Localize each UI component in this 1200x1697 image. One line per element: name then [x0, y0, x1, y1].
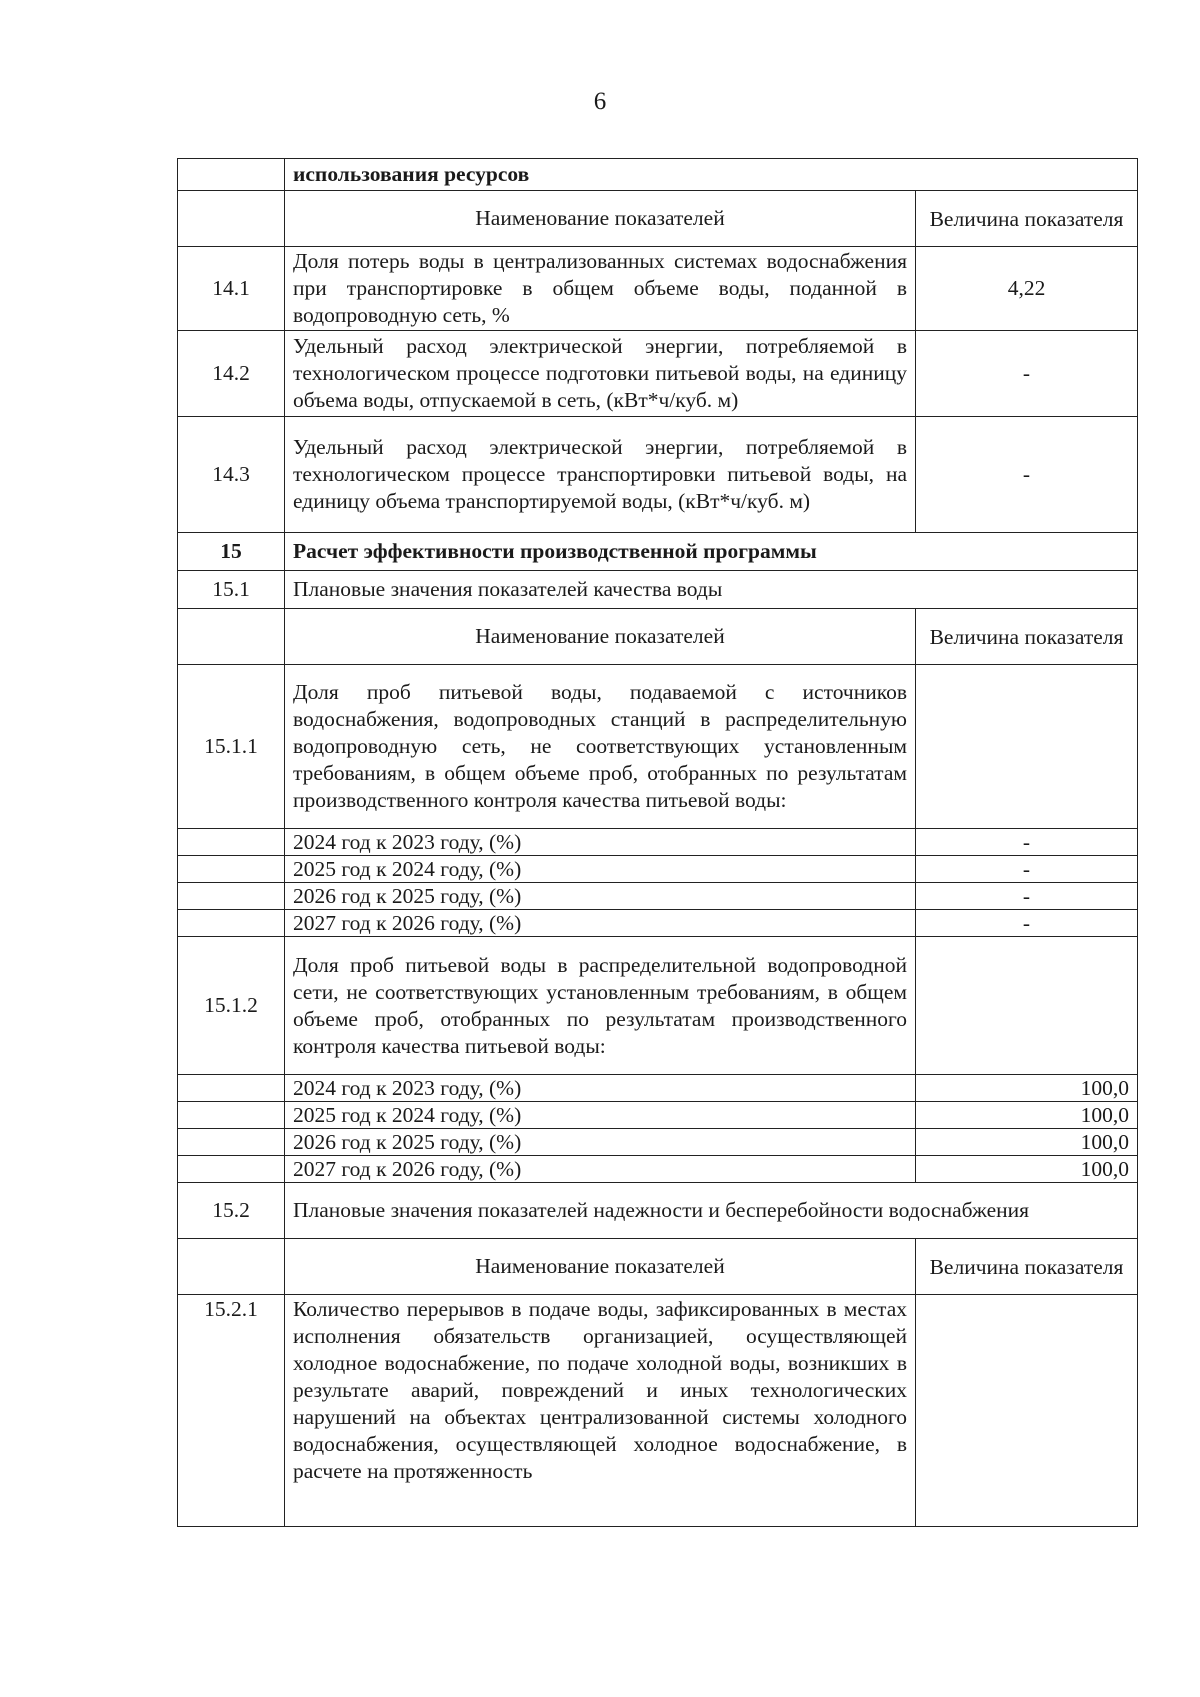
- header-name: Наименование показателей: [285, 191, 916, 247]
- row-text: Доля потерь воды в централизованных системах водоснабжения при транспортировке в общем объеме воды, поданной в водопроводную сеть, %: [285, 247, 916, 331]
- indicators-table: [177, 158, 1138, 1527]
- header-value: Величина показателя: [916, 609, 1138, 665]
- year-row: [178, 829, 1138, 856]
- row-14-2: [178, 331, 1138, 417]
- year-value: 100,0: [916, 1156, 1138, 1183]
- year-label: 2026 год к 2025 году, (%): [285, 883, 916, 910]
- year-value: 100,0: [916, 1129, 1138, 1156]
- header-name: Наименование показателей: [285, 609, 916, 665]
- row-number: 14.1: [178, 247, 285, 331]
- header-value: Величина показателя: [916, 1239, 1138, 1295]
- empty-cell: [178, 1075, 285, 1102]
- row-number: 15.1.1: [178, 665, 285, 829]
- row-value: -: [916, 331, 1138, 417]
- row-value: 4,22: [916, 247, 1138, 331]
- row-number: 15.2.1: [178, 1295, 285, 1527]
- continuation-title: использования ресурсов: [285, 159, 1138, 191]
- header-value: Величина показателя: [916, 191, 1138, 247]
- empty-cell: [178, 883, 285, 910]
- section-number: 15: [178, 533, 285, 571]
- year-label: 2027 год к 2026 году, (%): [285, 1156, 916, 1183]
- row-text: Доля проб питьевой воды, подаваемой с источников водоснабжения, водопроводных станций в распределительную водопроводную сеть, не соответствующих установленным требованиям, в общем объеме проб, отобранных по результатам производственного контроля качества питьевой воды:: [285, 665, 916, 829]
- continuation-title-row: [178, 159, 1138, 191]
- empty-cell: [178, 829, 285, 856]
- empty-cell: [178, 910, 285, 937]
- section-title: Плановые значения показателей надежности и бесперебойности водоснабжения: [285, 1183, 1138, 1239]
- empty-cell: [178, 191, 285, 247]
- header-name: Наименование показателей: [285, 1239, 916, 1295]
- year-label: 2027 год к 2026 году, (%): [285, 910, 916, 937]
- section-15-2-row: [178, 1183, 1138, 1239]
- row-text: Количество перерывов в подаче воды, зафиксированных в местах исполнения обязательств организацией, осуществляющей холодное водоснабжение, по подаче холодной воды, возникших в результате аварий, повреждений и иных технологических нарушений на объектах централизованной системы холодного водоснабжения, осуществляющей холодное водоснабжение, в расчете на протяженность: [285, 1295, 916, 1527]
- year-label: 2025 год к 2024 году, (%): [285, 856, 916, 883]
- year-row: [178, 910, 1138, 937]
- header-row: [178, 609, 1138, 665]
- year-row: [178, 883, 1138, 910]
- empty-cell: [178, 856, 285, 883]
- row-text: Доля проб питьевой воды в распределительной водопроводной сети, не соответствующих установленным требованиям, в общем объеме проб, отобранных по результатам производственного контроля качества питьевой воды:: [285, 937, 916, 1075]
- section-number: 15.2: [178, 1183, 285, 1239]
- row-15-1-1: [178, 665, 1138, 829]
- empty-cell: [178, 159, 285, 191]
- year-value: 100,0: [916, 1075, 1138, 1102]
- year-value: 100,0: [916, 1102, 1138, 1129]
- section-15-row: [178, 533, 1138, 571]
- empty-cell: [178, 1129, 285, 1156]
- row-14-1: [178, 247, 1138, 331]
- year-value: -: [916, 883, 1138, 910]
- row-15-2-1: [178, 1295, 1138, 1527]
- row-value: [916, 665, 1138, 829]
- row-text: Удельный расход электрической энергии, потребляемой в технологическом процессе подготовки питьевой воды, на единицу объема воды, отпускаемой в сеть, (кВт*ч/куб. м): [285, 331, 916, 417]
- row-number: 15.1.2: [178, 937, 285, 1075]
- year-label: 2024 год к 2023 году, (%): [285, 1075, 916, 1102]
- row-value: [916, 937, 1138, 1075]
- year-row: [178, 856, 1138, 883]
- empty-cell: [178, 609, 285, 665]
- section-title: Плановые значения показателей качества воды: [285, 571, 1138, 609]
- header-row: [178, 191, 1138, 247]
- row-number: 14.3: [178, 417, 285, 533]
- year-row: [178, 1102, 1138, 1129]
- year-row: [178, 1129, 1138, 1156]
- row-15-1-2: [178, 937, 1138, 1075]
- row-number: 14.2: [178, 331, 285, 417]
- empty-cell: [178, 1156, 285, 1183]
- section-title: Расчет эффективности производственной программы: [285, 533, 1138, 571]
- empty-cell: [178, 1239, 285, 1295]
- year-row: [178, 1075, 1138, 1102]
- header-row: [178, 1239, 1138, 1295]
- section-15-1-row: [178, 571, 1138, 609]
- year-value: -: [916, 856, 1138, 883]
- year-label: 2026 год к 2025 году, (%): [285, 1129, 916, 1156]
- year-value: -: [916, 829, 1138, 856]
- page-number: 6: [593, 88, 607, 115]
- section-number: 15.1: [178, 571, 285, 609]
- row-value: [916, 1295, 1138, 1527]
- empty-cell: [178, 1102, 285, 1129]
- row-14-3: [178, 417, 1138, 533]
- year-row: [178, 1156, 1138, 1183]
- year-value: -: [916, 910, 1138, 937]
- year-label: 2024 год к 2023 году, (%): [285, 829, 916, 856]
- row-text: Удельный расход электрической энергии, потребляемой в технологическом процессе транспортировки питьевой воды, на единицу объема транспортируемой воды, (кВт*ч/куб. м): [285, 417, 916, 533]
- row-value: -: [916, 417, 1138, 533]
- year-label: 2025 год к 2024 году, (%): [285, 1102, 916, 1129]
